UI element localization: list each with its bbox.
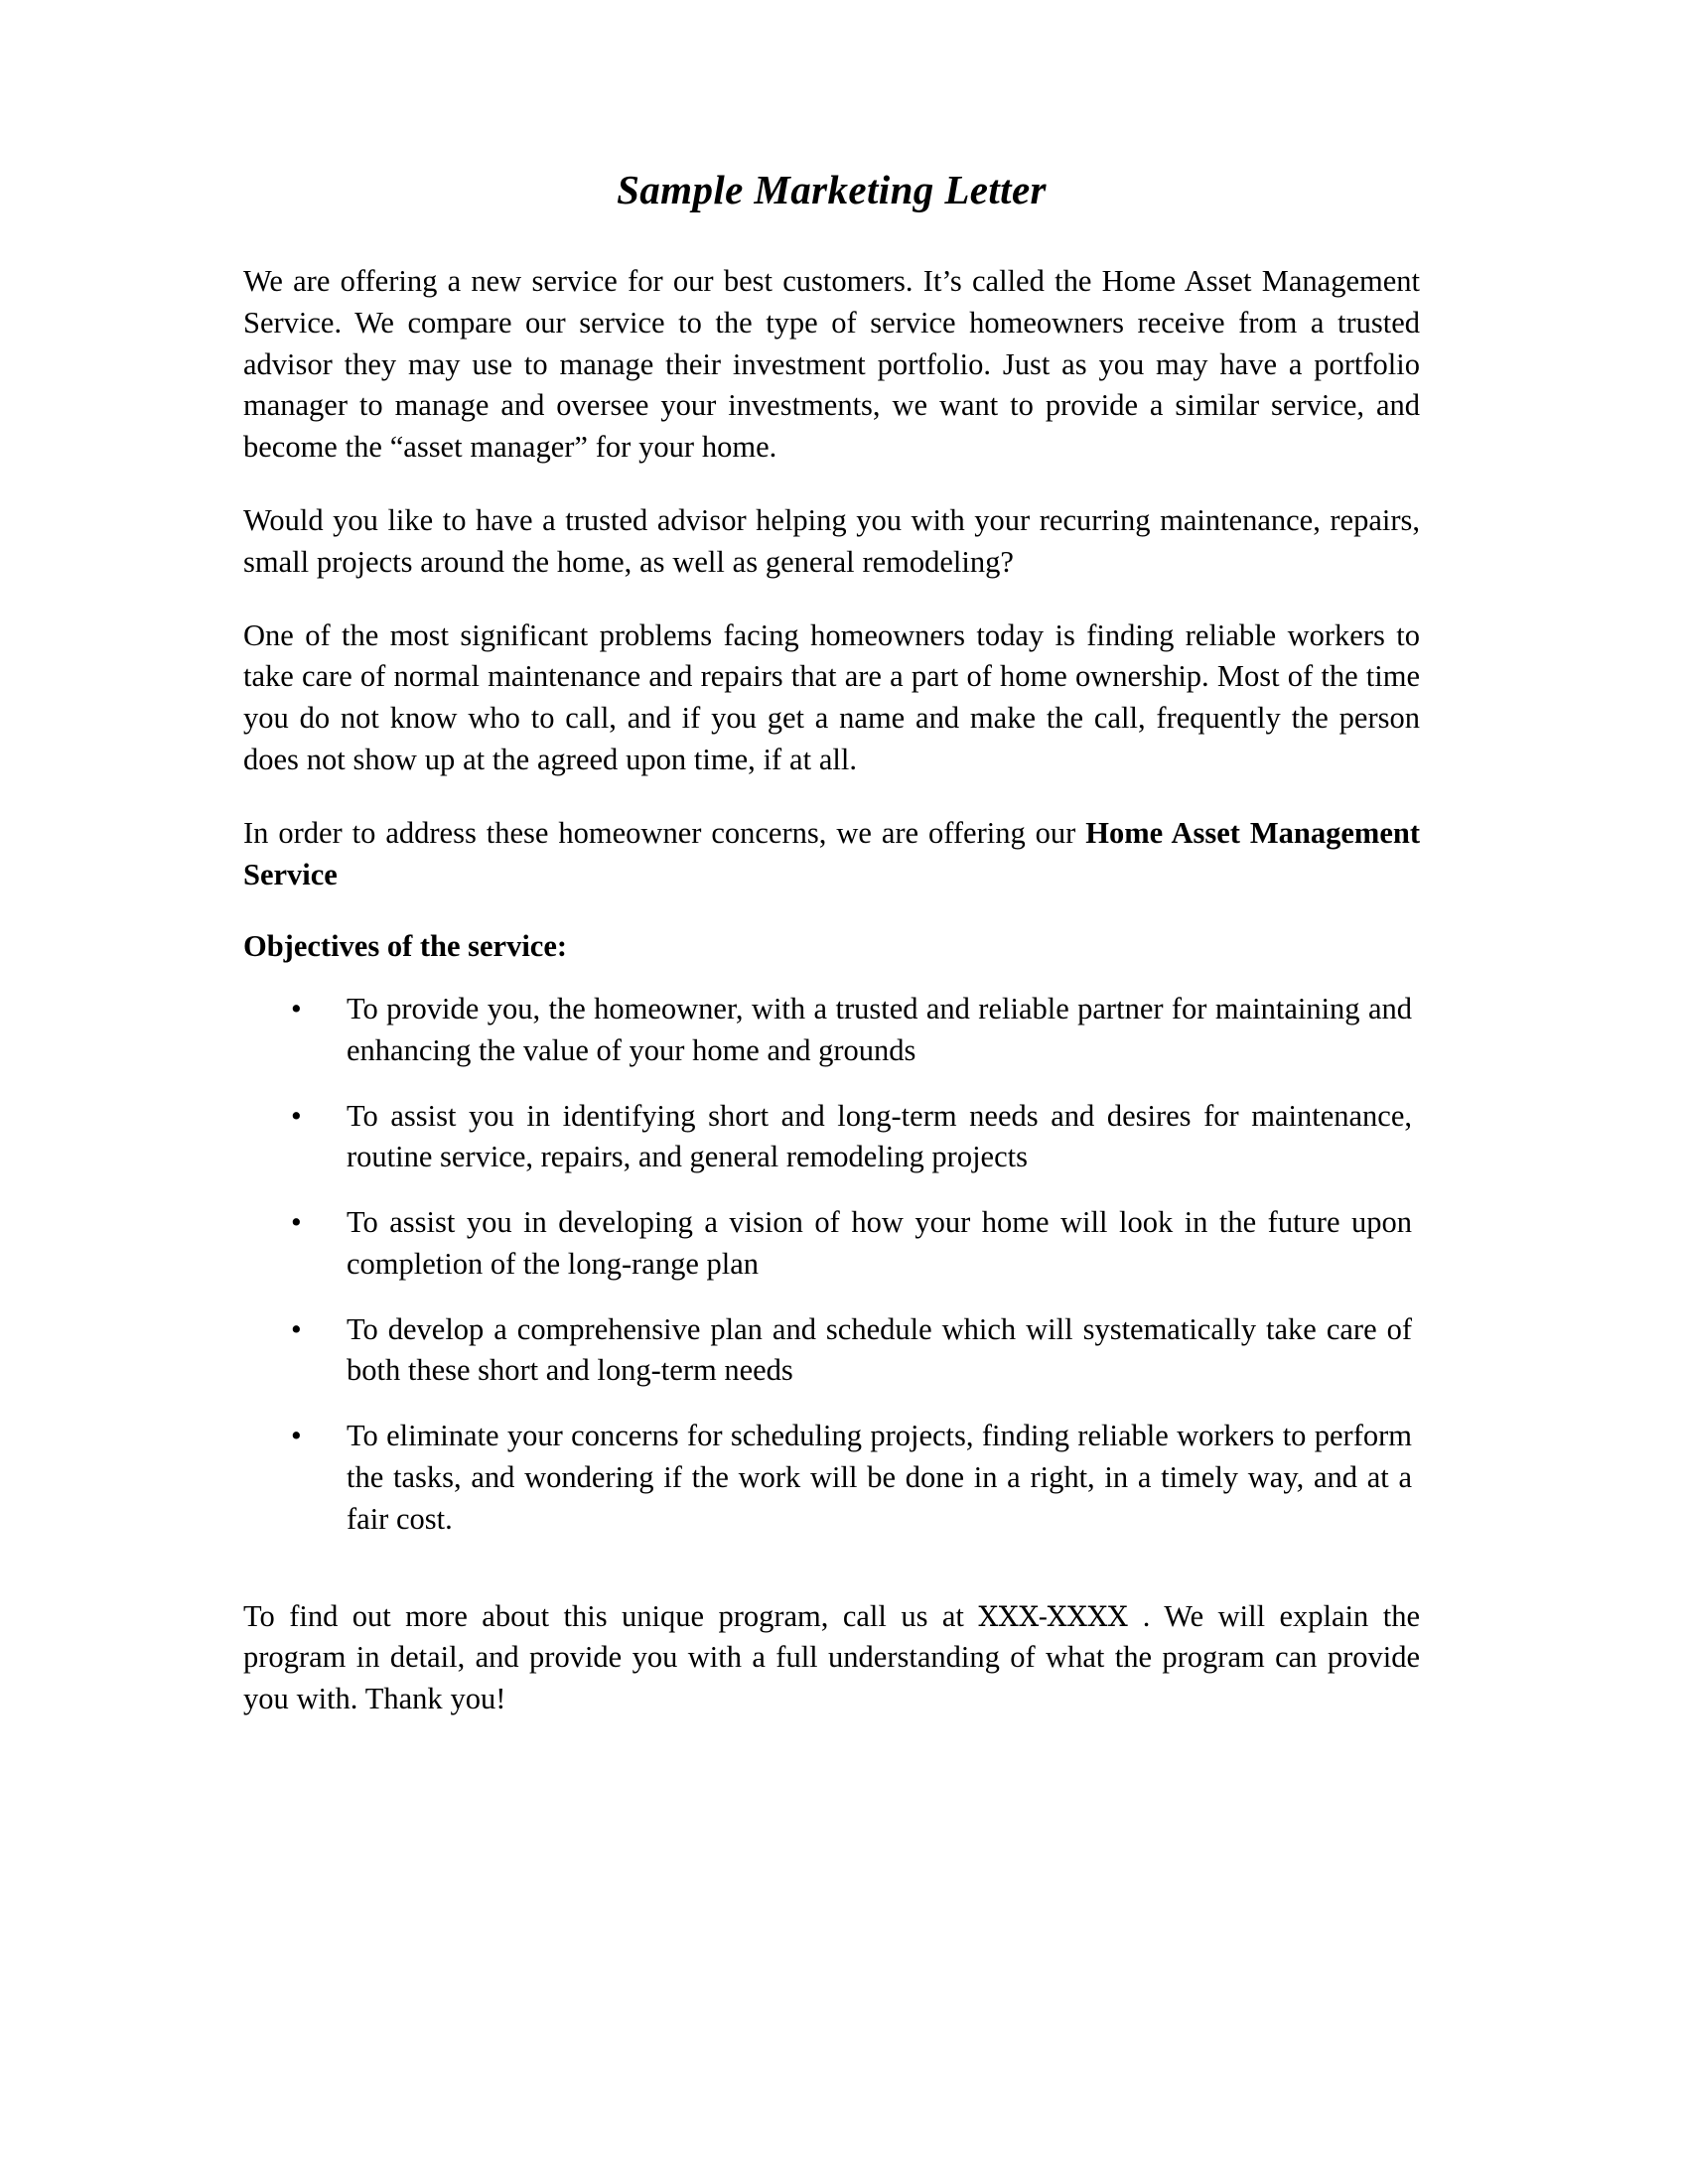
offer-service-name: Home Asset Management Service (243, 815, 1420, 891)
bullet-icon: • (291, 1098, 302, 1133)
paragraph-intro: We are offering a new service for our best customers. It’s called the Home Asset Management Service. We compare our service to the type of service homeowners receive from a trusted advisor they may use to manage their investment portfolio. Just as you may have a portfolio manager to manage and oversee your investments, we want to provide a similar service, and become the “asset manager” for your home. (243, 264, 1420, 465)
list-item (243, 1416, 1420, 1540)
list-item (243, 989, 1420, 1072)
paragraph-closing (243, 1596, 1420, 1720)
list-item-text: To assist you in identifying short and long-term needs and desires for maintenance, routine service, repairs, and general remodeling projects (347, 1098, 1412, 1174)
document-body (243, 167, 1420, 1720)
list-item-text: To eliminate your concerns for scheduling projects, finding reliable workers to perform the tasks, and wondering if the work will be done in a right, in a timely way, and at a fair cost. (347, 1419, 1412, 1536)
page-title: Sample Marketing Letter (617, 167, 1047, 212)
bullet-icon: • (291, 991, 302, 1025)
bullet-icon: • (291, 1311, 302, 1346)
paragraph-problem: One of the most significant problems facing homeowners today is finding reliable workers to take care of normal maintenance and repairs that are a part of home ownership. Most of the time you do not know who to call, and if you get a name and make the call, frequently the person does not show up at the agreed upon time, if at all. (243, 617, 1420, 776)
phone-number-placeholder: XXX-XXXX (978, 1599, 1129, 1633)
closing-trail-text: . We will explain the program in detail, and provide you with a full understanding of what the program can provide you with. Thank you! (243, 1598, 1420, 1716)
list-bottom-spacer (243, 1541, 1420, 1596)
objectives-heading: Objectives of the service: (243, 929, 568, 964)
paragraph-offer (243, 813, 1420, 896)
objectives-list (243, 989, 1420, 1541)
closing-lead-text: To find out more about this unique program, call us at (243, 1598, 979, 1633)
list-item (243, 1309, 1420, 1393)
bullet-icon: • (291, 1419, 302, 1453)
list-item-text: To provide you, the homeowner, with a trusted and reliable partner for maintaining and enhancing the value of your home and grounds (347, 991, 1412, 1067)
paragraph-question: Would you like to have a trusted advisor helping you with your recurring maintenance, repairs, small projects around the home, as well as general remodeling? (243, 503, 1420, 579)
bullet-icon: • (291, 1205, 302, 1240)
list-item-text: To assist you in developing a vision of how your home will look in the future upon completion of the long-range plan (347, 1205, 1412, 1281)
offer-lead-text: In order to address these homeowner concerns, we are offering our (243, 815, 1086, 850)
list-item (243, 1096, 1420, 1179)
list-item (243, 1202, 1420, 1286)
list-item-text: To develop a comprehensive plan and schedule which will systematically take care of both these short and long-term needs (347, 1311, 1412, 1388)
